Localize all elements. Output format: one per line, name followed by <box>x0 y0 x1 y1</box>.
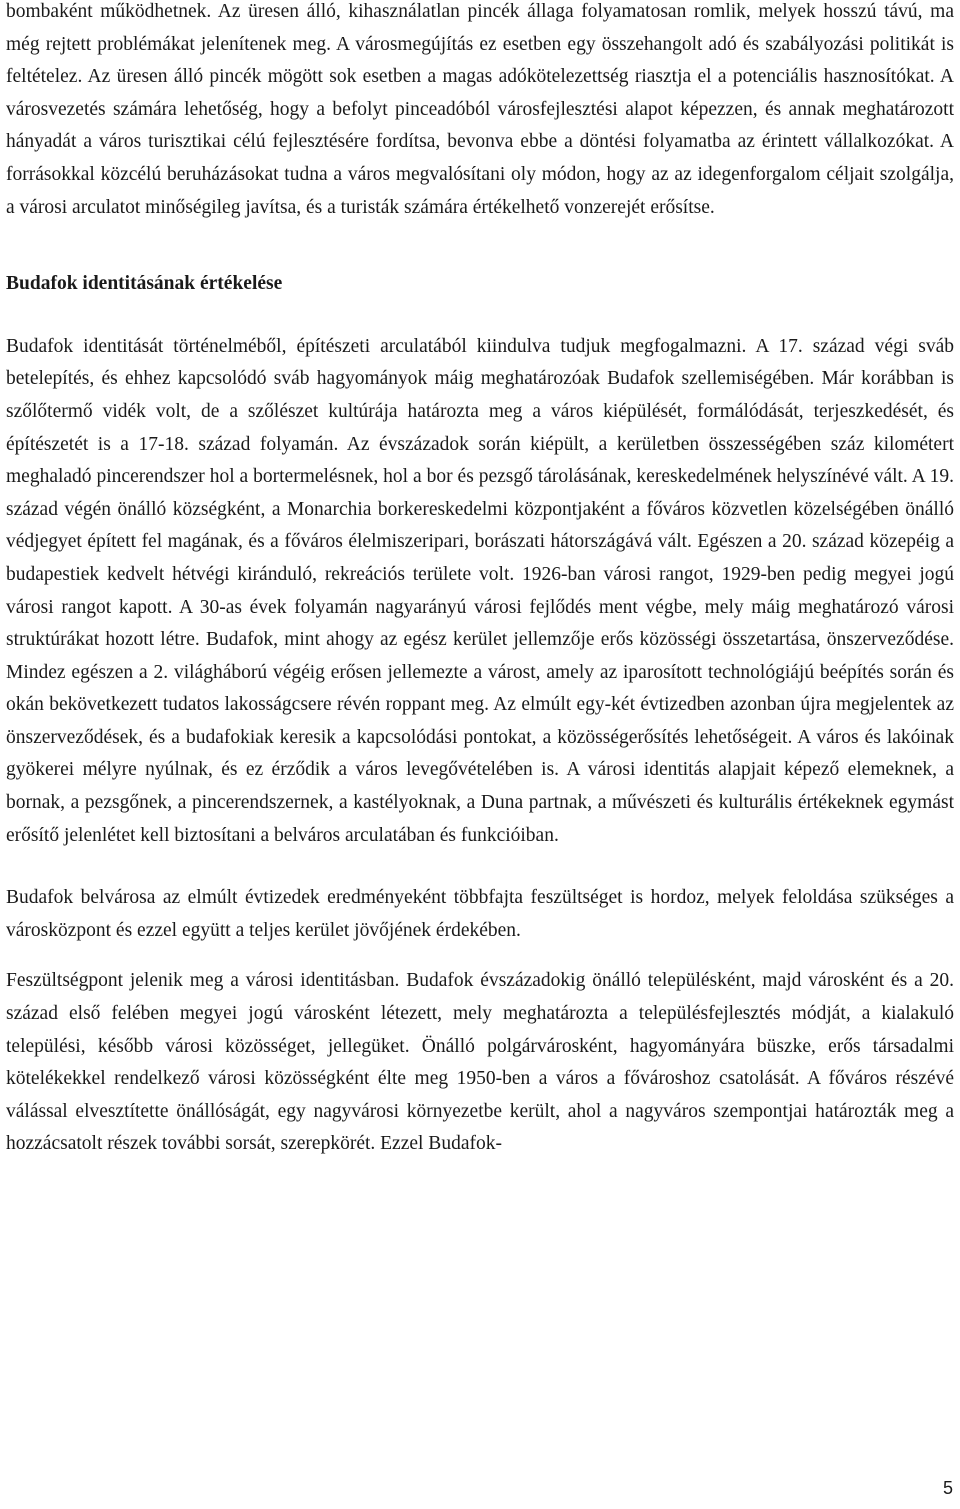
paragraph-budafok-identity: Budafok identitását történelméből, építészeti arculatából kiindulva tudjuk megfogalmazni. A 17. század végi sváb betelepítés, és ehhez kapcsolódó sváb hagyományok máig meghatározóak Budafok szellemiségében. Már korábban is szőlőtermő vidék volt, de a szőlészet kultúrája határozta meg a város kiépülését, formálódását, terjeszkedését, és építészetét is a 17-18. század folyamán. Az évszázadok során kiépült, a kerületben összességében száz kilométert meghaladó pincerendszer hol a bortermelésnek, hol a bor és pezsgő tárolásának, kereskedelmének helyszínévé vált. A 19. század végén önálló községként, a Monarchia borkereskedelmi központjaként a főváros közvetlen közelségében önálló védjegyet épített fel magának, és a főváros élelmiszeripari, borászati hátországává vált. Egészen a 20. század közepéig a budapestiek kedvelt hétvégi kiránduló, rekreációs területe volt. 1926-ban városi rangot, 1929-ben pedig megyei jogú városi rangot kapott. A 30-as évek folyamán nagyarányú városi fejlődés ment végbe, mely máig meghatározó városi struktúrákat hozott létre. Budafok, mint ahogy az egész kerület jellemzője erős közösségi összetartása, önszerveződése. Mindez egészen a 2. világháború végéig erősen jellemezte a várost, amely az iparosított technológiájú beépítés során és okán bekövetkezett tudatos lakosságcsere révén roppant meg. Az elmúlt egy-két évtizedben azonban újra megjelentek az önszerveződések, és a budafokiak keresik a kapcsolódási pontokat, a közösségerősítés lehetőségeit. A város és lakóinak gyökerei mélyre nyúlnak, és ez érződik a város levegővételében is. A városi identitás alapjait képező elemeknek, a bornak, a pezsgőnek, a pincerendszernek, a kastélyoknak, a Duna partnak, a művészeti és kulturális értékeknek egymást erősítő jelenlétet kell biztosítani a belváros arculatában és funkcióiban. <box>6 335 954 846</box>
document-page <box>6 0 954 1161</box>
section-heading: Budafok identitásának értékelése <box>6 273 283 295</box>
paragraph-pince-renewal: bombaként működhetnek. Az üresen álló, kihasználatlan pincék állaga folyamatosan romlik, melyek hosszú távú, ma még rejtett problémákat jelenítenek meg. A városmegújítás ez esetben egy összehangolt adó és szabályozási politikát is feltételez. Az üresen álló pincék mögött sok esetben a magas adókötelezettség riasztja el a potenciális hasznosítókat. A városvezetés számára lehetőség, hogy a befolyt pinceadóból városfejlesztési alapot képezzen, és annak meghatározott hányadát a város turisztikai célú fejlesztésére fordítsa, bevonva ebbe a döntési folyamatba az érintett vállalkozókat. A forrásokkal közcélú beruházásokat tudna a város megvalósítani oly módon, hogy az az idegenforgalom céljait szolgálja, a városi arculatot minőségileg javítsa, és a turisták számára értékelhető vonzerejét erősítse. <box>6 1 954 218</box>
paragraph-downtown-tensions: Budafok belvárosa az elmúlt évtizedek eredményeként többfajta feszültséget is hordoz, melyek feloldása szükséges a városközpont és ezzel együtt a teljes kerület jövőjének érdekében. <box>6 887 954 941</box>
page-number: 5 <box>942 1478 953 1498</box>
paragraph-identity-tension: Feszültségpont jelenik meg a városi identitásban. Budafok évszázadokig önálló településként, majd városként és a 20. század első felében megyei jogú városként létezett, mely meghatározta a településfejlesztés módját, a kialakuló települési, később városi közösséget, jellegüket. Önálló polgárvárosként, hagyományára büszke, erős társadalmi kötelékekkel rendelkező városi közösségként élte meg 1950-ben a város a fővároshoz csatolását. A főváros részévé válással elvesztítette önállóságát, egy nagyvárosi környezetbe került, ahol a nagyváros szempontjai határozták meg a hozzácsatolt részek további sorsát, szerepkörét. Ezzel Budafok- <box>6 970 954 1155</box>
